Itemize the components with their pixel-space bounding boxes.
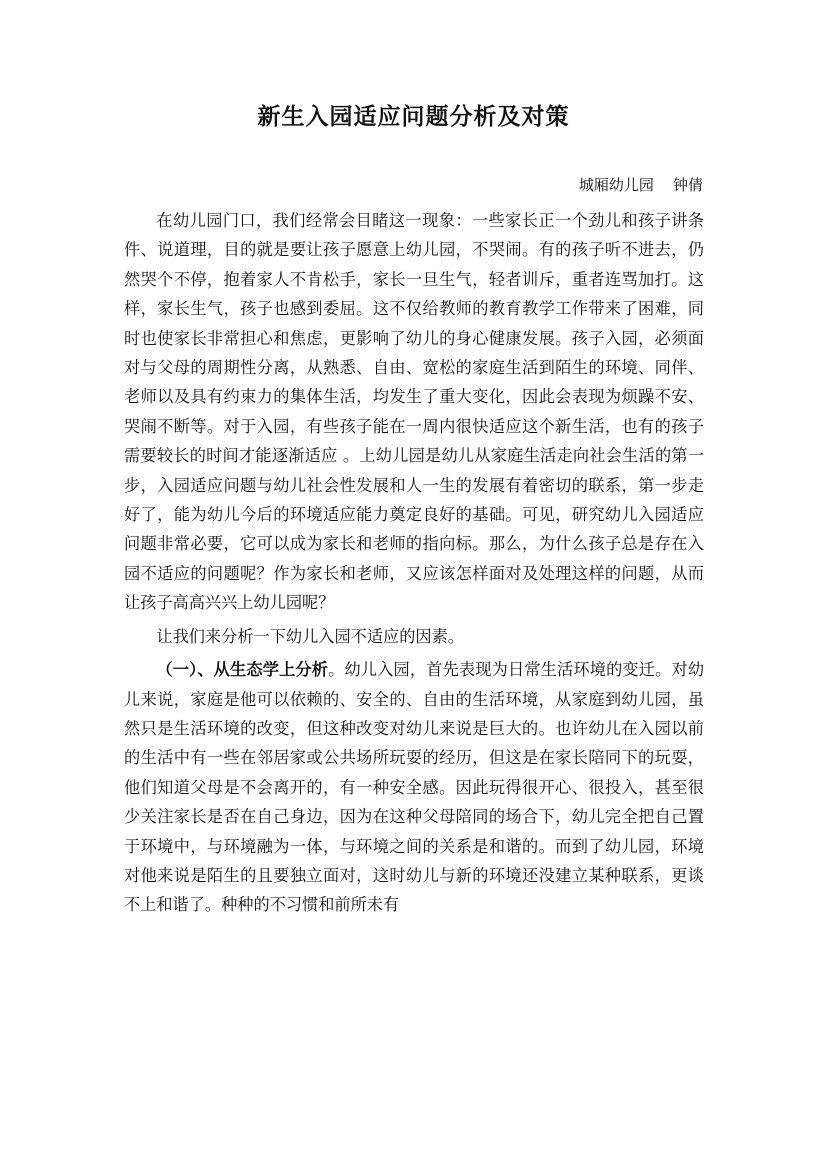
document-body	[124, 206, 704, 920]
section-text: 。幼儿入园，首先表现为日常生活环境的变迁。对幼儿来说，家庭是他可以依赖的、安全的、自由的生活环境，从家庭到幼儿园，虽然只是生活环境的改变，但这种改变对幼儿来说是巨大的。也许幼儿在入园以前的生活中有一些在邻居家或公共场所玩耍的经历，但这是在家长陪同下的玩耍，他们知道父母是不会离开的，有一种安全感。因此玩得很开心、很投入，甚至很少关注家长是否在自己身边，因为在这种父母陪同的场合下，幼儿完全把自己置于环境中，与环境融为一体，与环境之间的关系是和谐的。而到了幼儿园，环境对他来说是陌生的且要独立面对，这时幼儿与新的环境还没建立某种联系，更谈不上和谐了。种种的不习惯和前所未有	[124, 660, 705, 915]
paragraph-section-1	[124, 655, 704, 920]
paragraph-intro: 在幼儿园门口，我们经常会目睹这一现象：一些家长正一个劲儿和孩子讲条件、说道理，目的就是要让孩子愿意上幼儿园，不哭闹。有的孩子听不进去，仍然哭个不停，抱着家人不肯松手，家长一旦生气，轻者训斥，重者连骂加打。这样，家长生气，孩子也感到委屈。这不仅给教师的教育教学工作带来了困难，同时也使家长非常担心和焦虑，更影响了幼儿的身心健康发展。孩子入园，必须面对与父母的周期性分离，从熟悉、自由、宽松的家庭生活到陌生的环境、同伴、老师以及具有约束力的集体生活，均发生了重大变化，因此会表现为烦躁不安、哭闹不断等。对于入园，有些孩子能在一周内很快适应这个新生活，也有的孩子需要较长的时间才能逐渐适应 。上幼儿园是幼儿从家庭生活走向社会生活的第一步，入园适应问题与幼儿社会性发展和人一生的发展有着密切的联系，第一步走好了，能为幼儿今后的环境适应能力奠定良好的基础。可见，研究幼儿入园适应问题非常必要，它可以成为家长和老师的指向标。那么，为什么孩子总是存在入园不适应的问题呢？作为家长和老师，又应该怎样面对及处理这样的问题，从而让孩子高高兴兴上幼儿园呢？	[124, 211, 704, 613]
document-title: 新生入园适应问题分析及对策	[257, 104, 570, 130]
section-heading: （一）、从生态学上分析	[156, 660, 329, 680]
author-line: 城厢幼儿园 钟倩	[578, 176, 703, 194]
paragraph-transition: 让我们来分析一下幼儿入园不适应的因素。	[156, 626, 464, 646]
